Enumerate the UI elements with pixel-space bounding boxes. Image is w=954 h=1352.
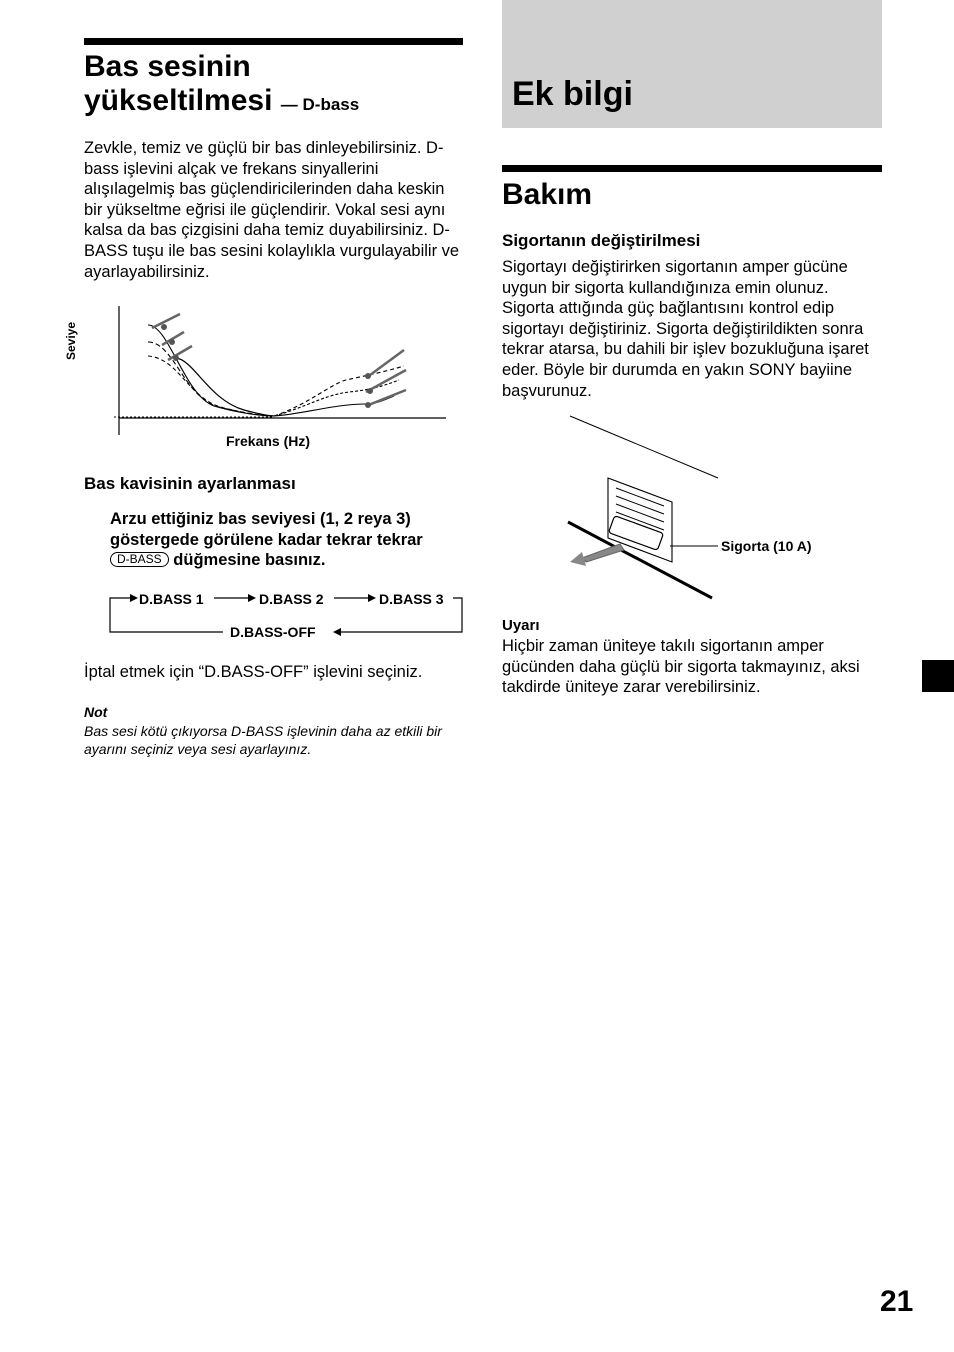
warning-text: Hiçbir zaman üniteye takılı sigortanın amper gücünden daha güçlü bir sigorta takmayınız, aksi takdirde üniteye zarar verebilirsiniz. — [502, 637, 860, 697]
arrow-head-3 — [368, 594, 376, 602]
cancel-text: İptal etmek için “D.BASS-OFF” işlevini seçiniz. — [84, 663, 423, 681]
fuse-body: Sigortayı değiştirirken sigortanın amper gücüne uygun bir sigorta kullandığınıza emin olunuz. Sigorta attığında güç bağlantısını kontrol edip sigortayı değiştiriniz. Sigorta değiştirildikten sonra tekrar atarsa, bu dahili bir işlev bozukluğuna işaret eder. Böyle bir durumda en yakın SONY bayiine başvurunuz. — [502, 258, 869, 400]
curve-1 — [148, 356, 274, 416]
cycle-dbass-2: D.BASS 2 — [259, 591, 324, 607]
knob-dot-1 — [161, 324, 167, 330]
curve-3 — [148, 325, 274, 416]
knob-line-3 — [168, 346, 192, 360]
right-heading-rule — [502, 165, 882, 172]
left-title — [84, 50, 463, 122]
graph-x-label: Frekans (Hz) — [226, 433, 311, 449]
cycle-dbass-3: D.BASS 3 — [379, 591, 444, 607]
knob-dot-2 — [169, 339, 175, 345]
arrow-head-1 — [130, 594, 138, 602]
curve-flat — [176, 358, 274, 416]
pull-arrow-head — [570, 552, 586, 566]
step-suffix: düğmesine basınız. — [173, 551, 326, 570]
intro-paragraph: Zevkle, temiz ve güçlü bir bas dinleyebilirsiniz. D-bass işlevini alçak ve frekans sinyallerini alışılagelmiş bas güçlendiricilerinden daha keskin bir yükseltme eğrisi ile güçlendirir. Vokal sesi aynı kalsa da bas çizgisini daha temiz duyabilirsiniz. D-BASS tuşu ile bas sesini kolaylıkla vurgulayabilir ve ayarlayabilirsiniz. — [84, 139, 460, 281]
title-line-2-main: yükseltilmesi — [84, 84, 273, 117]
title-line-1: Bas sesinin — [84, 50, 251, 83]
arrow-head-off — [333, 628, 341, 636]
warning-title: Uyarı — [502, 617, 540, 634]
left-title-rule — [84, 38, 463, 45]
fuse-illustration — [560, 412, 730, 604]
cycle-dbass-1: D.BASS 1 — [139, 591, 204, 607]
title-suffix: — D-bass — [280, 95, 360, 114]
graph-y-label: Seviye — [64, 321, 78, 360]
step-text: Arzu ettiğiniz bas seviyesi (1, 2 reya 3) göstergede görülene kadar tekrar tekrar — [110, 510, 423, 549]
knob-dot-6 — [365, 402, 371, 408]
fuse-subheading: Sigortanın değiştirilmesi — [502, 231, 701, 250]
curve-high-flat — [274, 396, 394, 416]
dbass-button[interactable]: D-BASS — [110, 552, 169, 567]
note-text: Bas sesi kötü çıkıyorsa D-BASS işlevinin daha az etkili bir ayarını seçiniz veya sesi ayarlayınız. — [84, 723, 442, 757]
title-line-2 — [84, 84, 463, 122]
page-number: 21 — [880, 1285, 914, 1318]
arrow-head-2 — [248, 594, 256, 602]
subheading-bass-curve: Bas kavisinin ayarlanması — [84, 474, 296, 493]
section-title: Ek bilgi — [512, 75, 633, 113]
knob-dot-5 — [367, 388, 373, 394]
knob-dot-4 — [365, 373, 371, 379]
bakim-heading: Bakım — [502, 178, 593, 211]
note-title: Not — [84, 704, 108, 720]
knob-dot-3 — [173, 355, 179, 361]
curve-high-2 — [274, 366, 404, 416]
pull-arrow — [582, 544, 624, 562]
instruction-step — [110, 509, 462, 571]
cycle-dbass-off: D.BASS-OFF — [230, 624, 316, 640]
page-edge-tab — [922, 660, 954, 692]
panel-top-edge — [570, 416, 718, 478]
fuse-label: Sigorta (10 A) — [721, 538, 812, 554]
